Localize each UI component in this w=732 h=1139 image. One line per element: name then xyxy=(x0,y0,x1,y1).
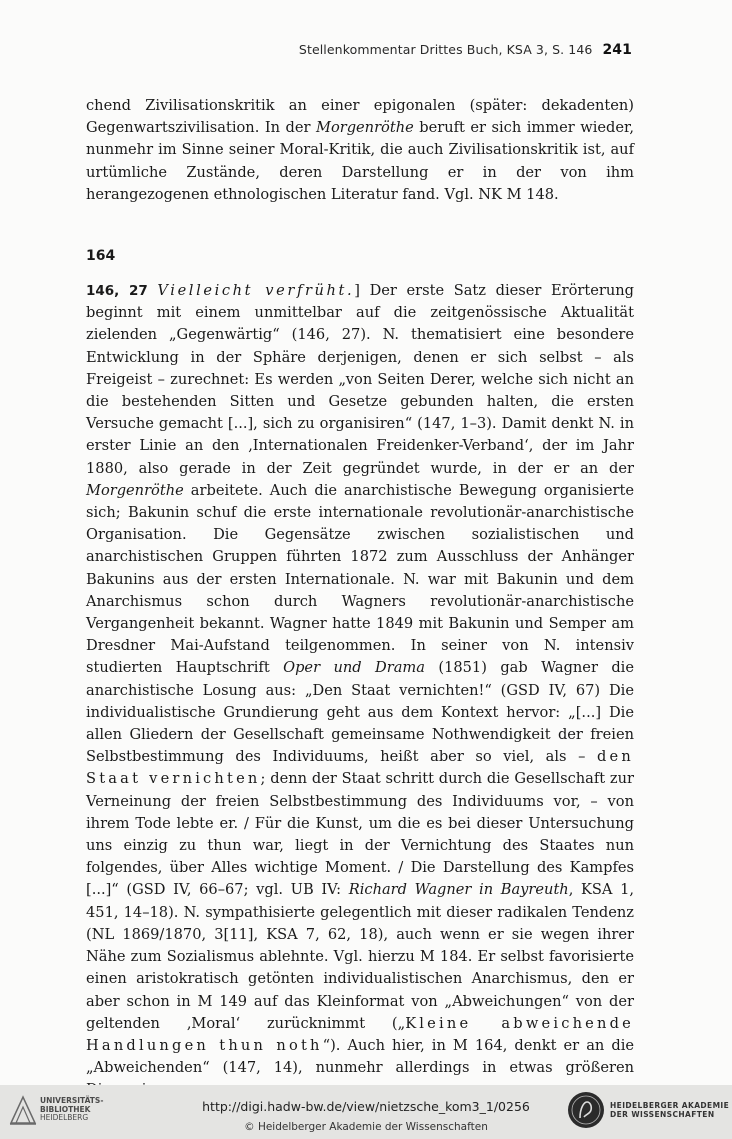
section-number: 164 xyxy=(86,248,116,264)
para2-spaced-2: Kleine abweichende Handlungen thun noth xyxy=(86,1014,634,1054)
para2-spaced-1: den Staat vernichten xyxy=(86,748,634,788)
header-title: Stellenkommentar Drittes Buch, KSA 3, S. 146 xyxy=(298,42,593,57)
para1-italic-title: Morgenröthe xyxy=(316,119,414,137)
source-url-link[interactable]: http://digi.hadw-bw.de/view/nietzsche_kom3_1/0256 xyxy=(202,1099,530,1114)
para1-text-c: beruft er sich immer wieder, nunmehr im Sinne seiner Moral-Kritik, die auch Zivilisationskritik ist, auf urtümliche Zustände, deren Darstellung er in der von ihm herangezogenen ethnologischen Literatur fand. Vgl. NK M 148. xyxy=(86,119,634,203)
academy-name: HEIDELBERGER AKADEMIE DER WISSENSCHAFTEN xyxy=(610,1101,730,1119)
para2-text-3: (1851) gab Wagner die anarchistische Losung aus: „Den Staat vernichten!“ (GSD IV, 67) Die individualistische Grundierung geht aus dem Kontext hervor: „[...] Die allen Gliedern der Gesellschaft gemeinsame Nothwendigkeit der freien Selbstbestimmung des Individuums, heißt aber so viel, als – xyxy=(86,659,634,766)
para2-italic-2: Oper und Drama xyxy=(283,659,425,677)
para2-italic-3: Richard Wagner in Bayreuth xyxy=(348,881,569,899)
commentary-paragraph xyxy=(86,280,634,1102)
copyright-notice: © Heidelberger Akademie der Wissenschaften xyxy=(244,1121,488,1133)
para2-text-2: arbeitete. Auch die anarchistische Bewegung organisierte sich; Bakunin schuf die erste internationale revolutionär-anarchistische Organisation. Die Gegensätze zwischen sozialistischen und anarchistischen Gruppen führten 1872 zum Ausschluss der Anhänger Bakunins aus der ersten Internationale. N. war mit Bakunin und dem Anarchismus schon durch Wagners revolutionär-anarchistische Vergangenheit bekannt. Wagner hatte 1849 mit Bakunin und Semper am Dresdner Mai-Aufstand teilgenommen. In seiner von N. intensiv studierten Hauptschrift xyxy=(86,481,634,677)
para2-text-1: ] Der erste Satz dieser Erörterung beginnt mit einem unmittelbar auf die zeitgenössische Aktualität zielenden „Gegenwärtig“ (146, 27). N. thematisiert eine besondere Entwicklung in der Sphäre derjenigen, denen er sich selbst – als Freigeist – zurechnet: Es werden „von Seiten Derer, welche sich nicht an die bestehenden Sitten und Gesetze gebunden halten, die ersten Versuche gemacht [...], sich zu organisiren“ (147, 1–3). Damit denkt N. in erster Linie an den ‚Internationalen Freidenker-Verband‘, der im Jahr 1880, also gerade in der Zeit gegründet wurde, in der er an der xyxy=(86,282,634,477)
page-number: 241 xyxy=(602,42,632,58)
para2-italic-1: Morgenröthe xyxy=(86,481,184,499)
library-name: UNIVERSITÄTS- BIBLIOTHEK HEIDELBERG xyxy=(40,1096,104,1122)
para1-text-a: chend Zivilisationskritik an einer epigonalen (später: dekadenten) Gegenwartszivilisation. In der xyxy=(86,97,634,137)
para2-text-5: , KSA 1, 451, 14–18). N. sympathisierte gelegentlich mit dieser radikalen Tendenz (NL 1869/1870, 3[11], KSA 7, 62, 18), auch wenn er sie wegen ihrer Nähe zum Sozialismus ablehnte. Vgl. hierzu M 184. Er selbst favorisierte einen aristokratisch getönten individualistischen Anarchismus, den er aber schon in M 149 auf das Kleinformat von „Abweichungen“ von der geltenden ‚Moral‘ zurücknimmt („ xyxy=(86,881,635,1032)
para2-text-4: ; denn der Staat schritt durch die Gesellschaft zur Verneinung der freien Selbstbestimmung des Individuums vor, – von ihrem Tode lebte er. / Für die Kunst, um die es bei dieser Untersuchung uns einzig zu thun war, liegt in der Vernichtung des Staates nun folgendes, über Alles wichtige Moment. / Die Darstellung des Kampfes [...]“ (GSD IV, 66–67; vgl. UB IV: xyxy=(86,770,634,899)
academy-seal-icon xyxy=(566,1090,606,1130)
footer-bar xyxy=(0,1085,732,1139)
lemma: Vielleicht verfrüht. xyxy=(157,282,355,299)
line-reference: 146, 27 xyxy=(86,283,148,299)
paragraph-continuation xyxy=(86,95,634,206)
running-header xyxy=(86,42,632,58)
para2-text-6: “). Auch hier, in M 164, denkt er an die „Abweichenden“ (147, 14), nunmehr allerdings in etwas größeren xyxy=(86,1036,634,1077)
